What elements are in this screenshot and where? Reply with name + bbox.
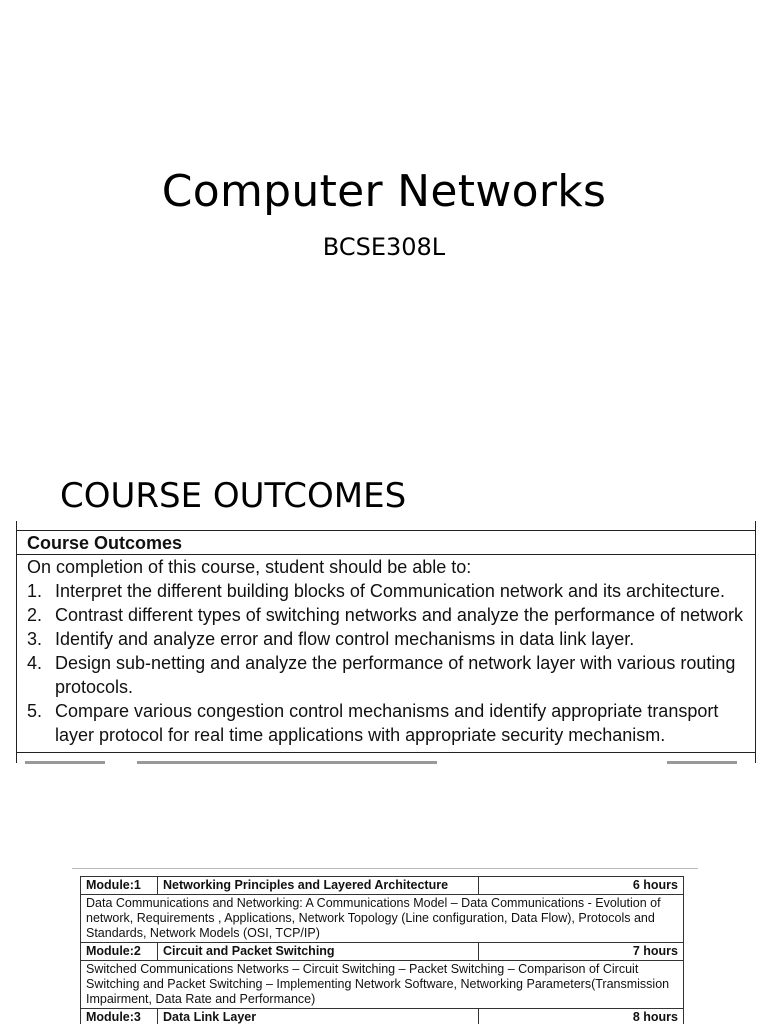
module-hours: 7 hours <box>479 943 684 961</box>
cropped-text-fragment <box>667 761 737 764</box>
outcome-text: Contrast different types of switching networks and analyze the performance of network <box>55 605 744 625</box>
outcome-text: Design sub-netting and analyze the performance of network layer with various routing protocols. <box>55 653 736 697</box>
course-code: BCSE308L <box>322 233 446 261</box>
cropped-text-fragment <box>137 761 437 764</box>
outcome-text: Identify and analyze error and flow control mechanisms in data link layer. <box>55 629 635 649</box>
outcome-number: 1. <box>27 581 43 601</box>
module-title: Networking Principles and Layered Architecture <box>158 877 479 895</box>
outcome-item <box>27 579 749 603</box>
top-rule <box>17 530 755 531</box>
slide-title: Computer Networks <box>161 166 607 217</box>
module-table-scan <box>72 868 698 1024</box>
module-hours: 6 hours <box>479 877 684 895</box>
scan-edge <box>72 868 698 869</box>
outcome-text: Compare various congestion control mechanisms and identify appropriate transport layer protocol for real time applications with appropriate security mechanism. <box>55 701 719 745</box>
outcome-item <box>27 603 749 627</box>
table-row <box>81 1009 684 1024</box>
table-row <box>81 961 684 1009</box>
course-outcomes-box <box>16 521 756 763</box>
outcome-text: Interpret the different building blocks of Communication network and its architecture. <box>55 581 726 601</box>
section-heading: COURSE OUTCOMES <box>60 476 407 516</box>
cropped-next-row <box>17 759 755 765</box>
module-label: Module:3 <box>81 1009 158 1024</box>
outcome-number: 5. <box>27 701 43 721</box>
outcome-number: 4. <box>27 653 43 673</box>
module-label: Module:2 <box>81 943 158 961</box>
outcome-number: 2. <box>27 605 43 625</box>
table-row <box>81 877 684 895</box>
module-description: Data Communications and Networking: A Communications Model – Data Communications - Evolution of network, Requirements , Applications, Network Topology (Line configuration, Data Flow), Protocols and Standards, Network Models (OSI, TCP/IP) <box>81 895 684 943</box>
module-hours: 8 hours <box>479 1009 684 1024</box>
outcome-item <box>27 627 749 651</box>
module-table <box>80 876 684 1024</box>
bottom-rule <box>17 752 755 753</box>
module-title: Circuit and Packet Switching <box>158 943 479 961</box>
table-row <box>81 943 684 961</box>
cropped-text-fragment <box>25 761 105 764</box>
course-outcomes-list <box>27 579 749 747</box>
course-outcomes-heading: Course Outcomes <box>27 533 183 553</box>
outcome-item <box>27 699 749 747</box>
module-title: Data Link Layer <box>158 1009 479 1024</box>
table-row <box>81 895 684 943</box>
module-label: Module:1 <box>81 877 158 895</box>
outcome-number: 3. <box>27 629 43 649</box>
module-description: Switched Communications Networks – Circuit Switching – Packet Switching – Comparison of Circuit Switching and Packet Switching – Implementing Network Software, Networking Parameters(Transmission Impairment, Data Rate and Performance) <box>81 961 684 1009</box>
course-outcomes-intro: On completion of this course, student should be able to: <box>27 557 472 577</box>
outcome-item <box>27 651 749 699</box>
